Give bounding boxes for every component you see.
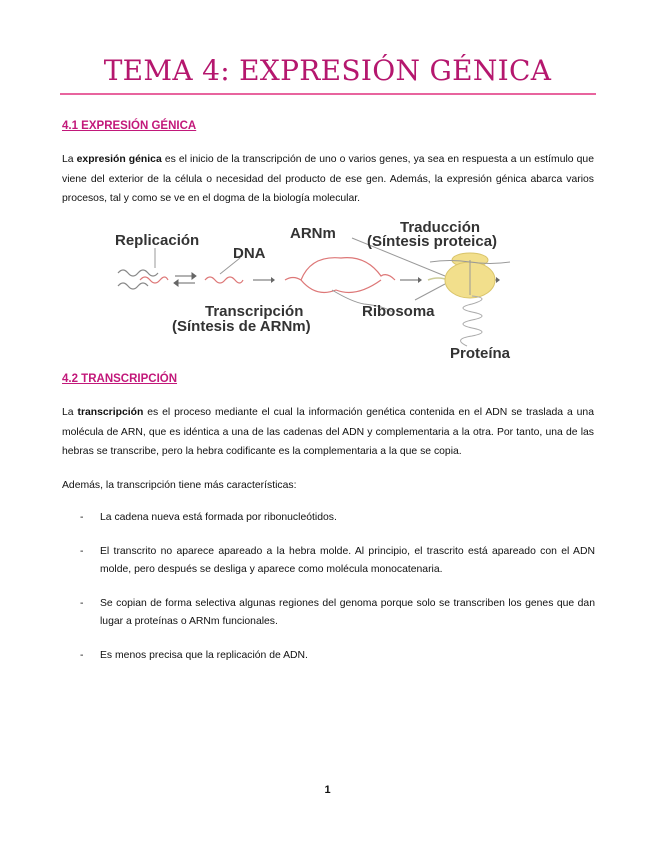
list-item — [80, 509, 595, 527]
dna-replication-helix — [118, 270, 168, 289]
dna-helix — [205, 277, 243, 283]
paragraph-intro: Además, la transcripción tiene más características: — [62, 480, 297, 491]
label-ribosoma: Ribosoma — [362, 303, 435, 320]
label-dna: DNA — [233, 245, 266, 262]
bullet-dash: - — [80, 650, 84, 661]
page-number: 1 — [324, 784, 331, 796]
protein-chain — [461, 296, 482, 346]
bullet-dash: - — [80, 546, 84, 557]
paragraph-transcripcion — [62, 403, 594, 462]
transcription-bubble — [285, 258, 395, 293]
list-item-text: La cadena nueva está formada por ribonucleótidos. — [100, 512, 337, 523]
list-item-text: Se copian de forma selectiva algunas regiones del genoma porque solo se transcriben los genes que dan lugar a proteínas o ARNm funcionales. — [100, 598, 595, 627]
central-dogma-diagram — [100, 218, 550, 363]
document-title: TEMA 4: EXPRESIÓN GÉNICA — [103, 54, 552, 87]
label-sintesis-proteica: (Síntesis proteica) — [367, 233, 498, 250]
bullet-dash: - — [80, 598, 84, 609]
label-proteina: Proteína — [450, 345, 511, 362]
list-item — [80, 647, 595, 665]
bullet-dash: - — [80, 512, 84, 523]
section-heading-transcripcion: 4.2 TRANSCRIPCIÓN — [62, 373, 178, 385]
title-underline — [60, 93, 596, 95]
label-replicacion: Replicación — [115, 232, 200, 249]
list-item-text: El transcrito no aparece apareado a la hebra molde. Al principio, el trascrito está apareado con el ADN molde, pero después se desliga y aparece como molécula monocatenaria. — [100, 546, 595, 575]
bold-term: transcripción — [77, 407, 144, 418]
paragraph-expresion-genica — [62, 150, 594, 209]
label-traduccion: Traducción — [400, 219, 481, 236]
text: es el inicio de la transcripción de uno o varios genes, ya sea en respuesta a un estímulo que viene del exterior de la célula o necesidad del producto de ese gen. Además, la expresión génica abarca varios procesos, tal y como se ve en el dogma de la biología molecular. — [62, 154, 594, 204]
ribosome-icon — [430, 253, 510, 298]
list-item — [80, 543, 595, 579]
equilibrium-arrows — [174, 273, 196, 286]
label-transcripcion: Transcripción — [205, 303, 304, 320]
text: La — [62, 154, 77, 165]
text: La — [62, 407, 78, 418]
bold-term: expresión génica — [76, 154, 162, 165]
list-item — [80, 595, 595, 631]
label-arnm: ARNm — [290, 225, 336, 242]
section-heading-expresion-genica: 4.1 EXPRESIÓN GÉNICA — [62, 120, 197, 132]
text: es el proceso mediante el cual la información genética contenida en el ADN se traslada a una molécula de ARN, que es idéntica a una de las cadenas del ADN y complementaria a la otra. Por tanto, una de las hebras se transcribe, pero la hebra codificante es la complementaria a la que se copia. — [62, 407, 594, 457]
label-sintesis-arnm: (Síntesis de ARNm) — [172, 318, 311, 335]
list-item-text: Es menos precisa que la replicación de ADN. — [100, 650, 308, 661]
